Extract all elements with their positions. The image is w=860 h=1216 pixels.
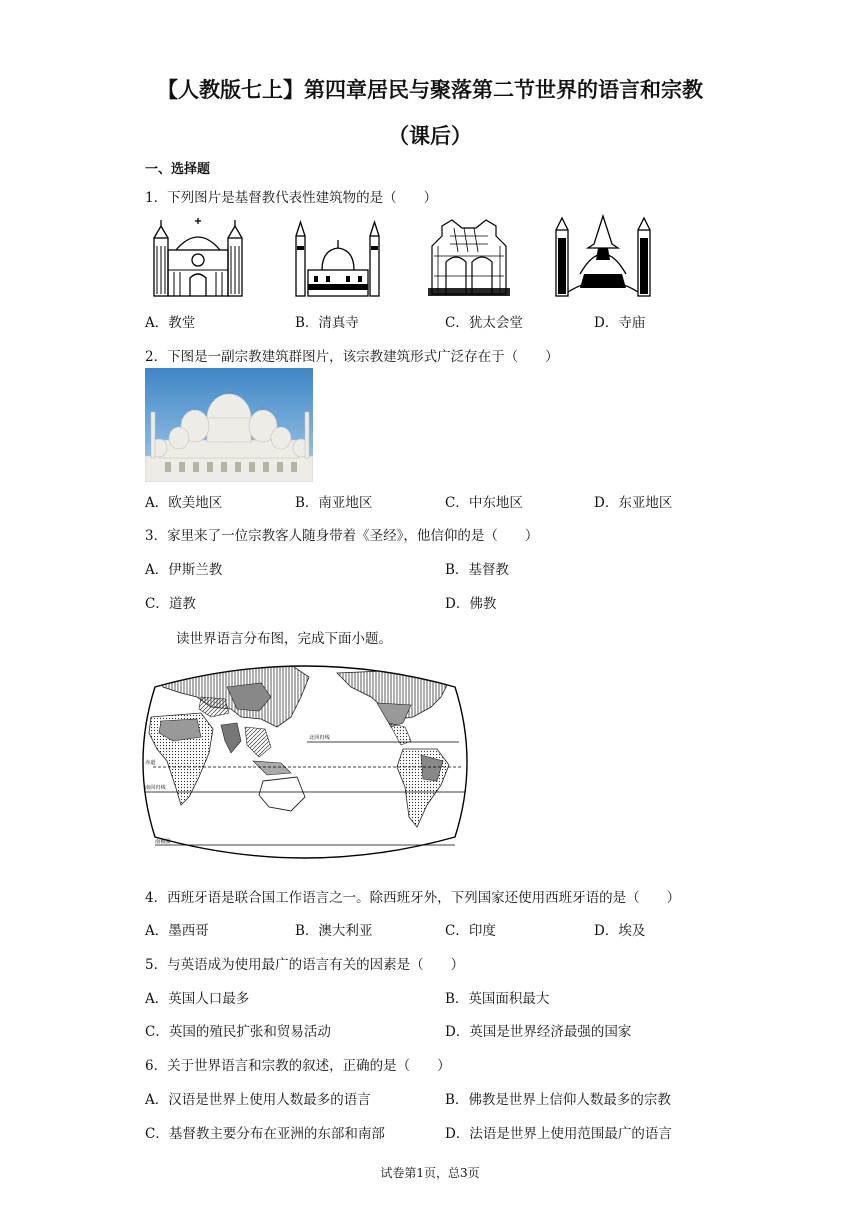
page-footer: 试卷第1页，总3页 bbox=[380, 1166, 480, 1180]
q2-option-b[interactable]: B．南亚地区 bbox=[295, 495, 373, 511]
q6-option-b[interactable]: B．佛教是世界上信仰人数最多的宗教 bbox=[445, 1092, 671, 1108]
q4-option-c[interactable]: C．印度 bbox=[445, 923, 496, 939]
q5-option-d[interactable]: D．英国是世界经济最强的国家 bbox=[445, 1024, 632, 1040]
q3-option-d[interactable]: D．佛教 bbox=[445, 596, 497, 612]
map-intro: 读世界语言分布图，完成下面小题。 bbox=[176, 631, 392, 647]
mosque-image bbox=[292, 216, 384, 298]
q1-option-b[interactable]: B．清真寺 bbox=[295, 315, 359, 331]
question-5-stem: 5．与英语成为使用最广的语言有关的因素是（ ） bbox=[145, 957, 465, 973]
q3-option-c[interactable]: C．道教 bbox=[145, 596, 196, 612]
question-6-stem: 6．关于世界语言和宗教的叙述，正确的是（ ） bbox=[145, 1058, 451, 1074]
q5-option-b[interactable]: B．英国面积最大 bbox=[445, 991, 550, 1007]
q5-option-a[interactable]: A．英国人口最多 bbox=[145, 991, 250, 1007]
q6-option-d[interactable]: D．法语是世界上使用范围最广的语言 bbox=[445, 1126, 672, 1142]
synagogue-image bbox=[428, 216, 510, 296]
page-title: 【人教版七上】第四章居民与聚落第二节世界的语言和宗教 bbox=[157, 78, 703, 102]
q4-option-d[interactable]: D．埃及 bbox=[594, 923, 646, 939]
q1-option-c[interactable]: C．犹太会堂 bbox=[445, 315, 523, 331]
q1-option-d[interactable]: D．寺庙 bbox=[594, 315, 646, 331]
q4-option-b[interactable]: B．澳大利亚 bbox=[295, 923, 373, 939]
world-language-map bbox=[141, 657, 469, 867]
q3-option-b[interactable]: B．基督教 bbox=[445, 562, 509, 578]
mosque-photo bbox=[145, 368, 313, 482]
q2-option-d[interactable]: D．东亚地区 bbox=[594, 495, 673, 511]
q2-option-a[interactable]: A．欧美地区 bbox=[145, 495, 223, 511]
q4-option-a[interactable]: A．墨西哥 bbox=[145, 923, 209, 939]
question-2-stem: 2．下图是一副宗教建筑群图片，该宗教建筑形式广泛存在于（ ） bbox=[145, 349, 559, 365]
question-1-stem: 1．下列图片是基督教代表性建筑物的是（ ） bbox=[145, 190, 438, 206]
tropic-cancer-label: 北回归线 bbox=[309, 735, 330, 741]
temple-image bbox=[554, 214, 652, 298]
church-image bbox=[146, 216, 250, 298]
question-4-stem: 4．西班牙语是联合国工作语言之一。除西班牙外，下列国家还使用西班牙语的是（ ） bbox=[145, 890, 681, 906]
equator-label: 赤道 bbox=[145, 760, 156, 766]
antarctic-circle-label: 南极圈 bbox=[155, 839, 171, 845]
question-3-stem: 3．家里来了一位宗教客人随身带着《圣经》，他信仰的是（ ） bbox=[145, 528, 539, 544]
q6-option-a[interactable]: A．汉语是世界上使用人数最多的语言 bbox=[145, 1092, 371, 1108]
tropic-capricorn-label: 南回归线 bbox=[145, 785, 166, 791]
q6-option-c[interactable]: C．基督教主要分布在亚洲的东部和南部 bbox=[145, 1126, 385, 1142]
page-subtitle: （课后） bbox=[388, 124, 472, 148]
section-heading: 一、选择题 bbox=[145, 162, 211, 177]
q3-option-a[interactable]: A．伊斯兰教 bbox=[145, 562, 223, 578]
q2-option-c[interactable]: C．中东地区 bbox=[445, 495, 523, 511]
q5-option-c[interactable]: C．英国的殖民扩张和贸易活动 bbox=[145, 1024, 331, 1040]
q1-option-a[interactable]: A．教堂 bbox=[145, 315, 196, 331]
